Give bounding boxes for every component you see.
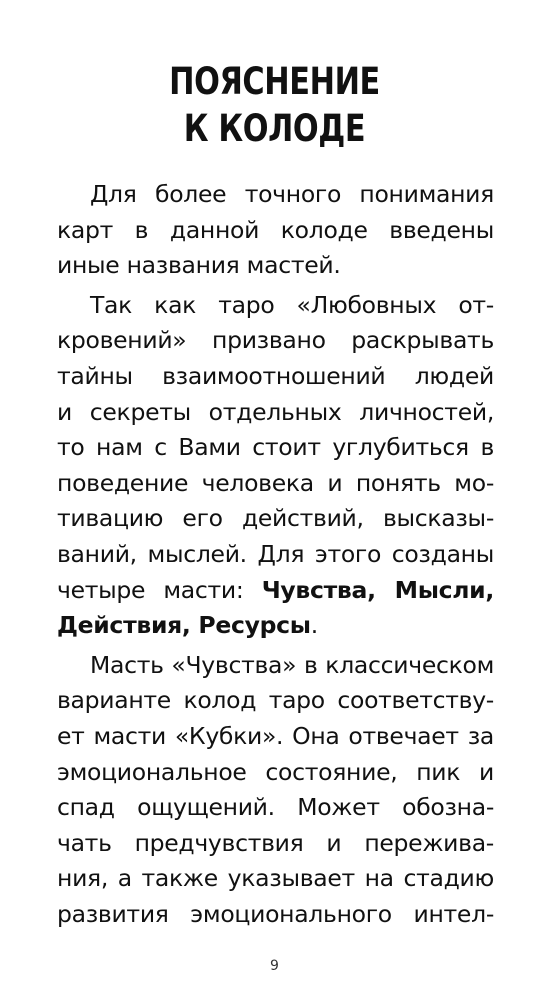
paragraph-3 [57,648,494,933]
text-line: поведение человека и понять мо- [57,468,494,497]
text-line: Так как таро «Любовных от- [90,290,494,319]
text-line: иные названия мастей. [57,251,341,280]
text-line: тивацию его действий, высказы- [57,504,494,533]
text-span: четыре масти: [57,575,262,604]
text-line: кровений» призвано раскрывать [57,326,494,355]
paragraph-2 [57,288,494,644]
text-span: . [310,611,318,640]
text-line: спад ощущений. Может обозна- [57,793,494,822]
text-line: и секреты отдельных личностей, [57,397,494,426]
text-line: то нам с Вами стоит углубиться в [57,433,494,462]
paragraph-1 [57,177,494,284]
suit-names-bold: Чувства, Мысли, [261,575,494,604]
text-line: карт в данной колоде введены [57,215,494,244]
text-line-suits [57,608,494,644]
text-line: Для более точного понимания [90,180,494,208]
text-line: варианте колод таро соответству- [57,686,494,715]
body-text [57,177,494,932]
text-line: эмоциональное состояние, пик и [57,757,494,786]
text-line: ваний, мыслей. Для этого созданы [57,539,494,568]
page-title [49,58,499,152]
text-line: тайны взаимоотношений людей [57,361,494,390]
text-line: развития эмоционального интел- [57,899,494,928]
text-line: ния, а также указывает на стадию [57,864,494,893]
title-line-2: К КОЛОДЕ [183,107,366,150]
text-line: чать предчувствия и пережива- [57,828,494,857]
suit-names-bold: Действия, Ресурсы [57,611,311,640]
title-line-1: ПОЯСНЕНИЕ [169,60,380,103]
text-line: Масть «Чувства» в классическом [90,650,494,679]
page-number: 9 [270,958,279,974]
text-line: ет масти «Кубки». Она отвечает за [57,721,494,750]
text-line-suits [57,573,494,609]
